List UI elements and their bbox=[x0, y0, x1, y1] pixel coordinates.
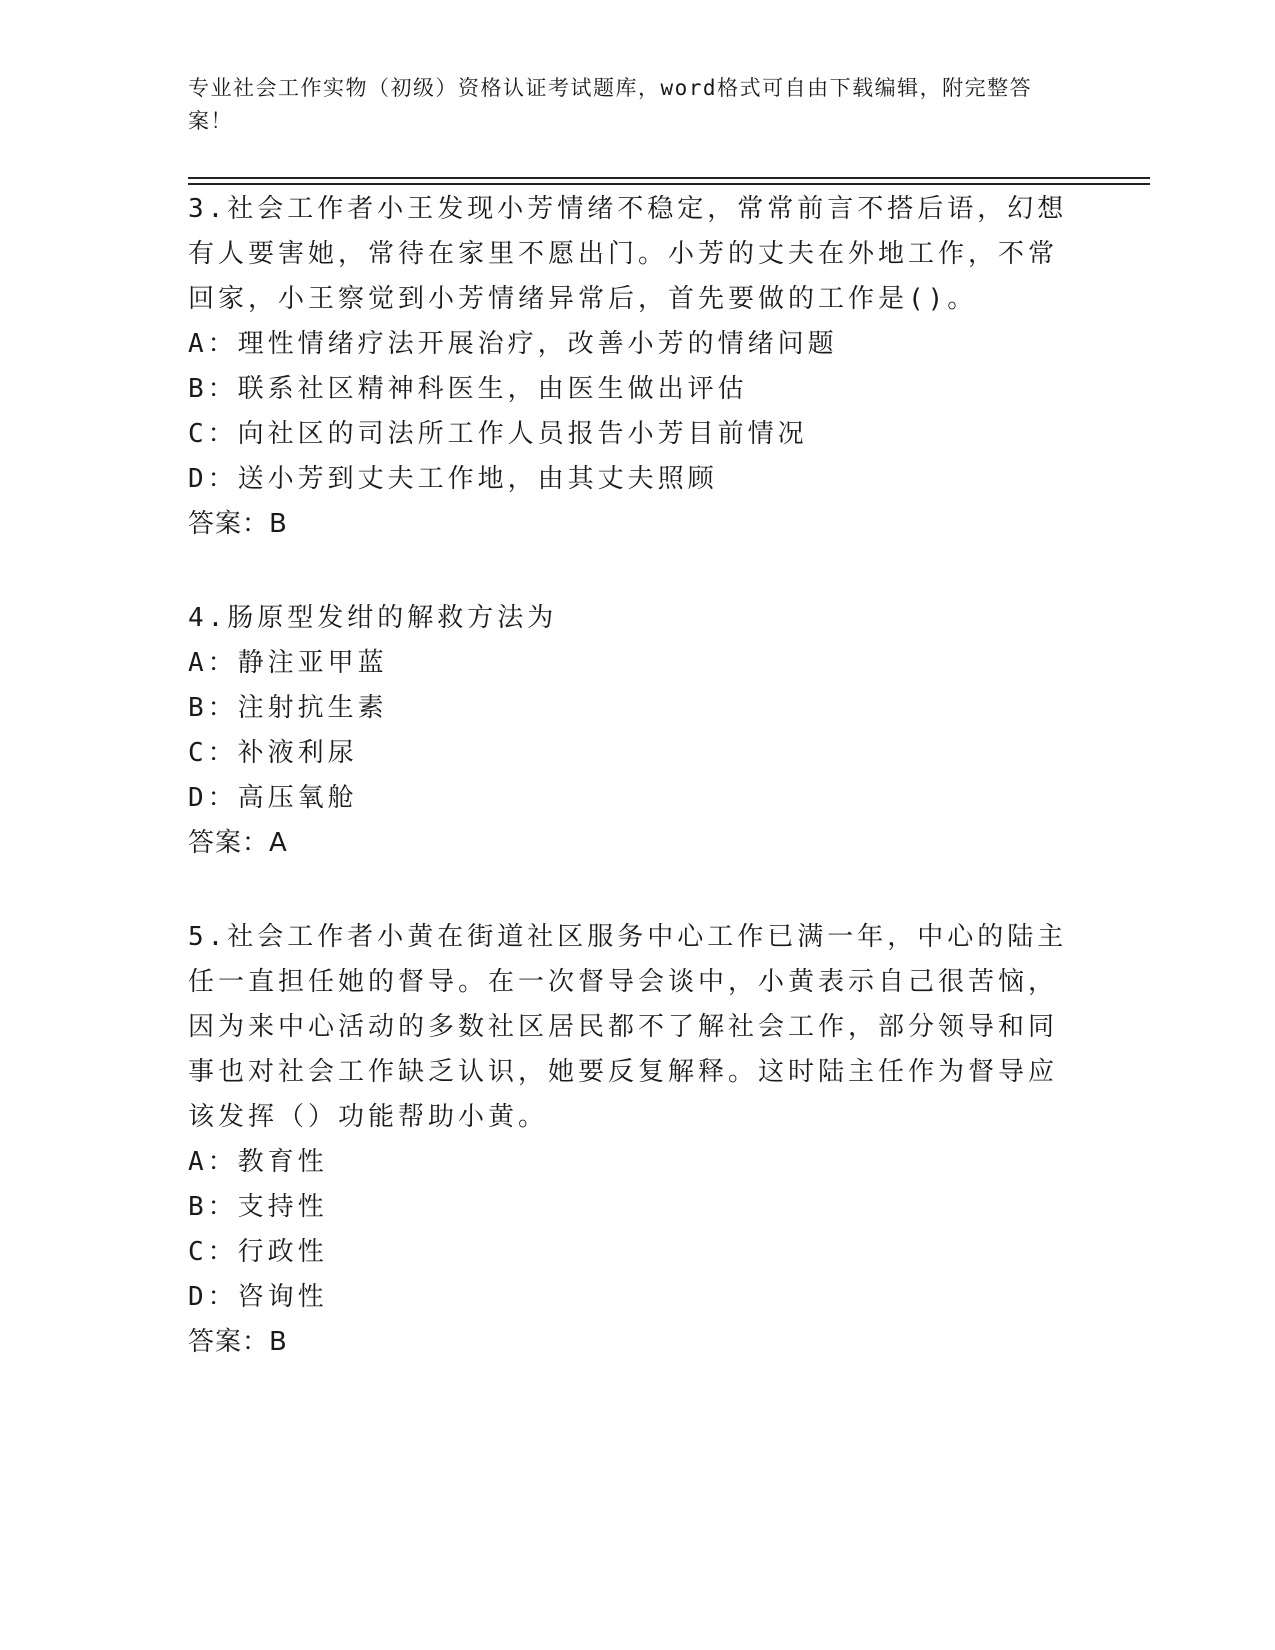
question-stem: 5.社会工作者小黄在街道社区服务中心工作已满一年，中心的陆主任一直担任她的督导。在一次督导会谈中，小黄表示自己很苦恼，因为来中心活动的多数社区居民都不了解社会工作，部分领导和同事也对社会工作缺乏认识，她要反复解释。这时陆主任作为督导应该发挥（）功能帮助小黄。 bbox=[188, 922, 1068, 1132]
header-rule-top bbox=[188, 177, 1150, 179]
question-stem: 4.肠原型发绀的解救方法为 bbox=[188, 603, 558, 633]
answer-label: 答案：A bbox=[188, 828, 288, 858]
option-a: A：理性情绪疗法开展治疗，改善小芳的情绪问题 bbox=[188, 329, 838, 359]
question-5 bbox=[188, 915, 1068, 1365]
page-header: 专业社会工作实物（初级）资格认证考试题库，word格式可自由下载编辑，附完整答案！ bbox=[188, 76, 1033, 133]
option-c: C：向社区的司法所工作人员报告小芳目前情况 bbox=[188, 419, 808, 449]
option-c: C：补液利尿 bbox=[188, 738, 358, 768]
option-b: B：注射抗生素 bbox=[188, 693, 388, 723]
option-b: B：联系社区精神科医生，由医生做出评估 bbox=[188, 374, 748, 404]
option-d: D：咨询性 bbox=[188, 1282, 328, 1312]
question-3 bbox=[188, 187, 1068, 547]
option-c: C：行政性 bbox=[188, 1237, 328, 1267]
option-d: D：送小芳到丈夫工作地，由其丈夫照顾 bbox=[188, 464, 718, 494]
answer-label: 答案：B bbox=[188, 1327, 288, 1357]
option-a: A：静注亚甲蓝 bbox=[188, 648, 388, 678]
option-d: D：高压氧舱 bbox=[188, 783, 358, 813]
option-a: A：教育性 bbox=[188, 1147, 328, 1177]
question-list bbox=[188, 187, 1068, 1414]
option-b: B：支持性 bbox=[188, 1192, 328, 1222]
question-stem: 3.社会工作者小王发现小芳情绪不稳定，常常前言不搭后语，幻想有人要害她，常待在家里不愿出门。小芳的丈夫在外地工作，不常回家，小王察觉到小芳情绪异常后，首先要做的工作是()。 bbox=[188, 194, 1068, 314]
answer-label: 答案：B bbox=[188, 509, 288, 539]
question-4 bbox=[188, 596, 1068, 866]
header-rule-bottom bbox=[188, 183, 1150, 185]
